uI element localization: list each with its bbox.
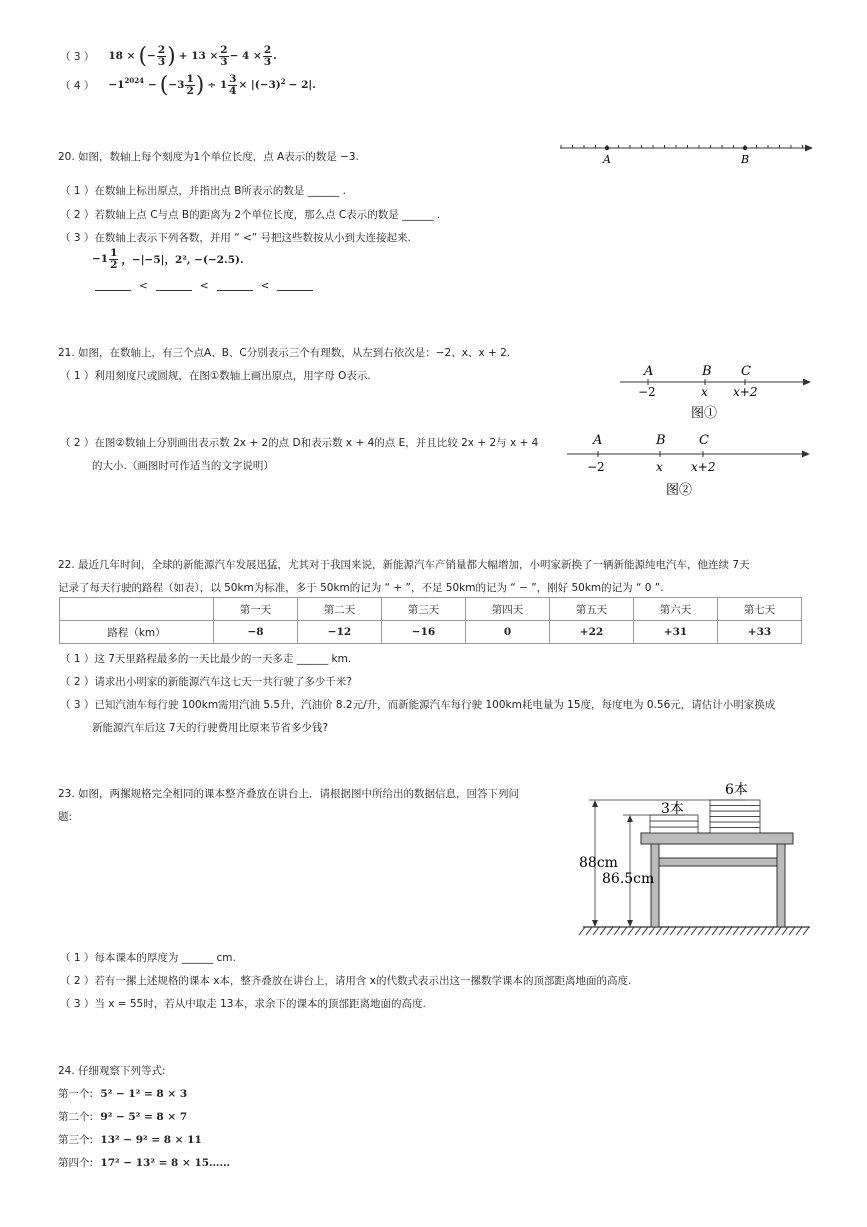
svg-text:A: A bbox=[593, 433, 603, 448]
answer-blank[interactable] bbox=[217, 281, 253, 291]
q22-stem-line1: 22. 最近几年时间，全球的新能源汽车发展迅猛，尤其对于我国来说，新能源汽车产销量都大幅增加，小明家新换了一辆新能源纯电汽车，他连续 7天 bbox=[58, 559, 750, 571]
fraction: 1 2 bbox=[110, 246, 118, 271]
q21-part1: （ 1 ）利用刻度尺或圆规，在图①数轴上画出原点，用字母 O表示. bbox=[60, 370, 371, 382]
q22-part3b: 新能源汽车后这 7天的行驶费用比原来节省多少钱? bbox=[92, 722, 329, 734]
q20-numbers: −1 1 2 ，−|−5|，2², −(−2.5). bbox=[92, 246, 244, 271]
q20-part2: （ 2 ）若数轴上点 C与点 B的距离为 2个单位长度，那么点 C表示的数是 ______ . bbox=[60, 209, 441, 221]
q23-part3: （ 3 ）当 x = 55时，若从中取走 13本，求余下的课本的顶部距离地面的高度. bbox=[60, 998, 426, 1010]
mileage-table bbox=[59, 597, 802, 644]
q23-stem-line1: 23. 如图，两摞规格完全相同的课本整齐叠放在讲台上．请根据图中所给出的数据信息，回答下列问 bbox=[58, 788, 520, 800]
q22-part1: （ 1 ）这 7天里路程最多的一天比最少的一天多走 ______ km. bbox=[60, 653, 352, 665]
point-b-label: B bbox=[741, 153, 750, 166]
fraction: $\frac{2}{3}$ bbox=[220, 43, 228, 68]
svg-text:x: x bbox=[656, 460, 663, 474]
q21-figure-1 bbox=[615, 362, 815, 422]
q22-part3a: （ 3 ）已知汽油车每行驶 100km需用汽油 5.5升，汽油价 8.2元/升，而新能源汽车每行驶 100km耗电量为 15度，每度电为 0.56元，请估计小明家换成 bbox=[60, 699, 776, 711]
table-row: 路程（km） −8 −12 −16 0 +22 +31 +33 bbox=[60, 621, 802, 644]
q24-line-2: 第二个: 9² − 5² = 8 × 7 bbox=[58, 1111, 188, 1123]
svg-text:B: B bbox=[702, 364, 712, 379]
answer-blank[interactable] bbox=[95, 281, 131, 291]
fraction: $\frac{2}{3}$ bbox=[157, 43, 166, 68]
q24-line-4: 第四个: 17² − 13² = 8 × 15…… bbox=[58, 1157, 231, 1169]
q20-number-line bbox=[555, 138, 820, 168]
q22-part2: （ 2 ）请求出小明家的新能源汽车这七天一共行驶了多少千米? bbox=[60, 676, 352, 688]
svg-text:x: x bbox=[701, 385, 708, 399]
q24-line-1: 第一个: 5² − 1² = 8 × 3 bbox=[58, 1088, 188, 1100]
q21-stem: 21. 如图，在数轴上，有三个点A、B、C分别表示三个有理数，从左到右依次是：−2、x、x + 2. bbox=[58, 347, 511, 359]
svg-text:C: C bbox=[741, 364, 751, 379]
fraction: $\frac{3}{4}$ bbox=[229, 72, 237, 97]
q23-part1: （ 1 ）每本课本的厚度为 ______ cm. bbox=[60, 952, 236, 964]
q22-stem-line2: 记录了每天行驶的路程（如表），以 50km为标准，多于 50km的记为 “ + ”，不足 50km的记为 “ − ”，刚好 50km的记为 “ 0 ”. bbox=[58, 582, 664, 594]
q23-desk-figure bbox=[575, 775, 815, 940]
fraction: $\frac{2}{3}$ bbox=[263, 43, 272, 68]
q24-stem: 24. 仔细观察下列等式: bbox=[58, 1065, 166, 1077]
point-a-label: A bbox=[603, 153, 611, 166]
fraction: 1 2 bbox=[186, 72, 194, 97]
svg-text:−2: −2 bbox=[638, 385, 656, 399]
q21-part2b: 的大小.（画图时可作适当的文字说明） bbox=[92, 460, 274, 472]
svg-text:C: C bbox=[699, 433, 709, 448]
q21-figure-2 bbox=[562, 428, 817, 500]
svg-text:B: B bbox=[656, 433, 666, 448]
q23-part2: （ 2 ）若有一摞上述规格的课本 x本，整齐叠放在讲台上，请用含 x的代数式表示出这一摞数学课本的顶部距离地面的高度. bbox=[60, 975, 632, 987]
svg-text:x+2: x+2 bbox=[733, 385, 758, 399]
svg-text:−2: −2 bbox=[587, 460, 605, 474]
table-row: 第一天 第二天 第三天 第四天 第五天 第六天 第七天 bbox=[60, 598, 802, 621]
q24-line-3: 第三个: 13² − 9² = 8 × 11 bbox=[58, 1134, 202, 1146]
figure-caption: 图① bbox=[691, 406, 718, 421]
q20-stem: 20. 如图，数轴上每个刻度为1个单位长度，点 A表示的数是 −3. bbox=[58, 151, 359, 163]
q19-part4: （ 4 ） −1 $^{2024}$ − ( −3 1 2 ) ÷ 1 $\frac{3}{4}$ × |(−3) $^2$ − 2|. bbox=[60, 72, 316, 98]
answer-blank[interactable] bbox=[277, 281, 313, 291]
svg-text:86.5cm: 86.5cm bbox=[602, 871, 655, 887]
q20-part1: （ 1 ）在数轴上标出原点，并指出点 B所表示的数是 ______ . bbox=[60, 185, 346, 197]
q23-stem-line2: 题: bbox=[58, 811, 73, 823]
q20-part3: （ 3 ）在数轴上表示下列各数，并用 “ <” 号把这些数按从小到大连接起来. bbox=[60, 232, 411, 244]
q21-part2a: （ 2 ）在图②数轴上分别画出表示数 2x + 2的点 D和表示数 x + 4的点 E，并且比较 2x + 2与 x + 4 bbox=[60, 437, 539, 449]
svg-text:6本: 6本 bbox=[725, 782, 748, 798]
svg-text:3本: 3本 bbox=[661, 801, 684, 817]
svg-text:A: A bbox=[644, 364, 654, 379]
q19-part3: （ 3 ） 18 × ( − $\frac{2}{3}$ ) + 13 × $\frac{2}{3}$ − 4 × $\frac{2}{3}$ . bbox=[60, 43, 277, 69]
svg-text:x+2: x+2 bbox=[691, 460, 716, 474]
answer-blank[interactable] bbox=[156, 281, 192, 291]
svg-text:88cm: 88cm bbox=[579, 855, 618, 871]
q20-order-blanks: < < < bbox=[95, 280, 313, 292]
figure-caption: 图② bbox=[666, 483, 693, 498]
